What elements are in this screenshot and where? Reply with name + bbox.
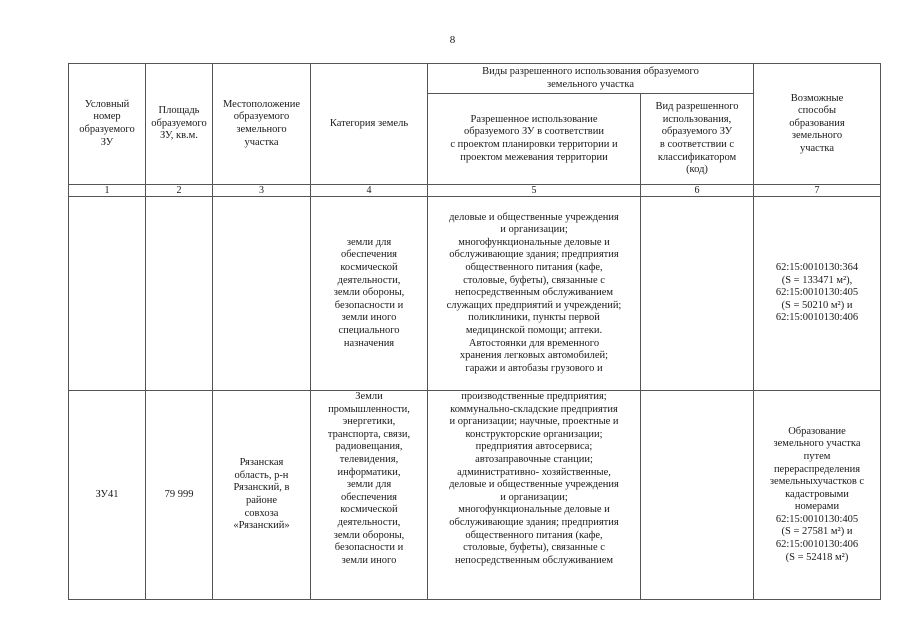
column-number: 4 <box>311 185 428 197</box>
header-formation-method: Возможные способы образования земельного участка <box>754 64 881 185</box>
header-plot-number: Условный номер образуемого ЗУ <box>69 64 146 185</box>
formation-method-cell: Образование земельного участка путем перераспределения земельныхучастков с кадастровыми номерами 62:15:0010130:405 (S = 27581 м²) и 62:15:0010130:406 (S = 52418 м²) <box>754 391 881 600</box>
header-permitted-use: Разрешенное использование образуемого ЗУ в соответствии с проектом планировки территории и проектом межевания территории <box>428 94 641 185</box>
table-row <box>69 391 881 600</box>
land-category-cell: Земли промышленности, энергетики, транспорта, связи, радиовещания, телевидения, информатики, земли для обеспечения космической деятельности, земли обороны, безопасности и земли иного <box>311 391 428 600</box>
header-location: Местоположение образуемого земельного участка <box>213 64 311 185</box>
classifier-code-cell <box>641 197 754 391</box>
area-cell <box>146 197 213 391</box>
table-row <box>69 197 881 391</box>
header-area: Площадь образуемого ЗУ, кв.м. <box>146 64 213 185</box>
header-permitted-use-group: Виды разрешенного использования образуемого земельного участка <box>428 64 754 94</box>
formation-method-cell: 62:15:0010130:364 (S = 133471 м²), 62:15:0010130:405 (S = 50210 м²) и 62:15:0010130:406 <box>754 197 881 391</box>
column-number: 1 <box>69 185 146 197</box>
column-number: 7 <box>754 185 881 197</box>
column-number: 6 <box>641 185 754 197</box>
permitted-use-cell: деловые и общественные учреждения и организации; многофункциональные деловые и обслуживающие здания; предприятия общественного питания (кафе, столовые, буфеты), связанные с непосредственным обслуживанием служащих предприятий и учреждений; поликлиники, пункты первой медицинской помощи; аптеки. Автостоянки для временного хранения легковых автомобилей; гаражи и автобазы грузового и <box>428 197 641 391</box>
column-number: 2 <box>146 185 213 197</box>
header-classifier-code: Вид разрешенного использования, образуемого ЗУ в соответствии с классификатором (код) <box>641 94 754 185</box>
permitted-use-cell: производственные предприятия; коммунально-складские предприятия и организации; научные, проектные и конструкторские организации; предприятия автосервиса; автозаправочные станции; административно- хозяйственные, деловые и общественные учреждения и организации; многофункциональные деловые и обслуживающие здания; предприятия общественного питания (кафе, столовые, буфеты), связанные с непосредственным обслуживанием <box>428 391 641 600</box>
land-plot-table <box>68 63 881 600</box>
plot-number-cell <box>69 197 146 391</box>
column-number: 3 <box>213 185 311 197</box>
location-cell <box>213 197 311 391</box>
location-cell: Рязанская область, р-н Рязанский, в районе совхоза «Рязанский» <box>213 391 311 600</box>
column-number: 5 <box>428 185 641 197</box>
plot-number-cell: ЗУ41 <box>69 391 146 600</box>
area-cell: 79 999 <box>146 391 213 600</box>
page-number: 8 <box>449 34 456 46</box>
land-category-cell: земли для обеспечения космической деятельности, земли обороны, безопасности и земли иного специального назначения <box>311 197 428 391</box>
header-land-category: Категория земель <box>311 64 428 185</box>
classifier-code-cell <box>641 391 754 600</box>
